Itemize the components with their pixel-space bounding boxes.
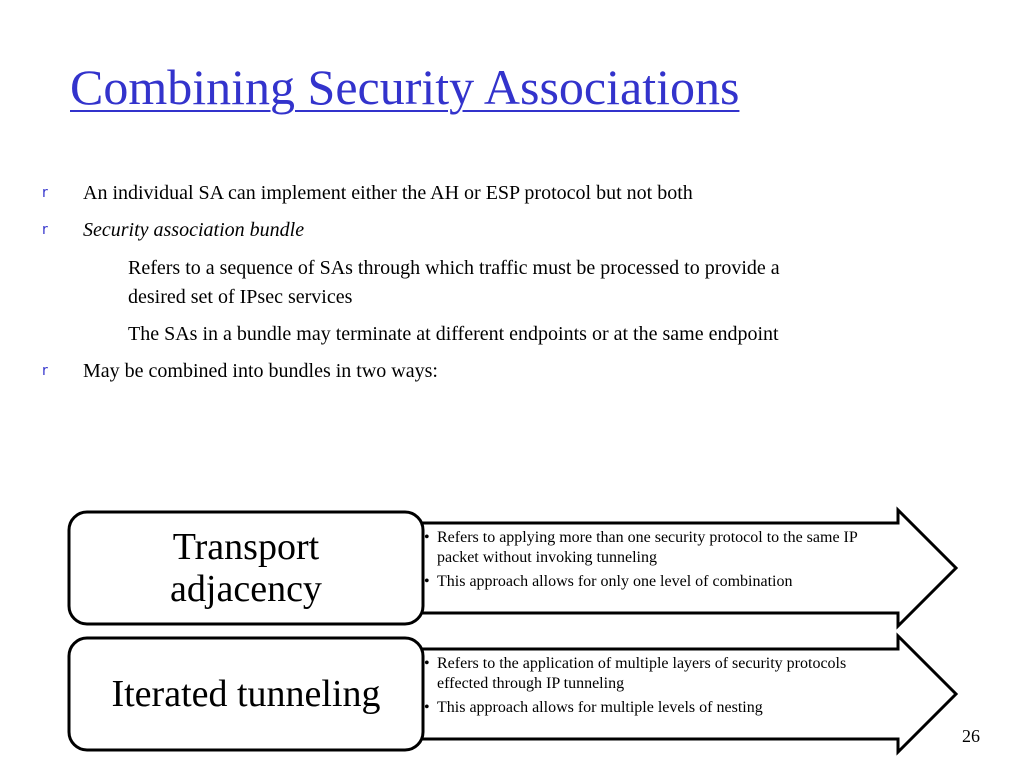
bullet-marker: r [42, 222, 48, 238]
page-number: 26 [962, 726, 980, 746]
arrow-point-text: Refers to the application of multiple layers of security protocols effected through IP tunneling [437, 655, 847, 692]
bullet-dot: • [424, 529, 430, 546]
box-label-transport-line-2: adjacency [170, 568, 322, 610]
box-label-tunneling-line-1: Iterated tunneling [111, 673, 381, 715]
arrow-text-tunneling [424, 654, 884, 718]
bullet-dot: • [424, 699, 430, 716]
arrow-point [424, 528, 898, 568]
bullet-dot: • [424, 573, 430, 590]
bullet-1: An individual SA can implement either the AH or ESP protocol but not both [83, 182, 693, 204]
arrow-point-text: This approach allows for multiple levels of nesting [437, 699, 763, 716]
slide-title: Combining Security Associations [70, 59, 740, 115]
box-label-tunneling [72, 641, 420, 747]
arrow-point-text: Refers to applying more than one security protocol to the same IP packet without invoking tunneling [437, 529, 858, 566]
bullet-3: May be combined into bundles in two ways: [83, 360, 438, 382]
arrow-text-transport [424, 528, 898, 592]
arrow-point [424, 654, 884, 694]
bullet-marker: r [42, 185, 48, 201]
bullet-dot: • [424, 655, 430, 672]
sub-bullet-1-line-2: desired set of IPsec services [128, 286, 353, 308]
arrow-point-text: This approach allows for only one level of combination [437, 573, 793, 590]
arrow-point [424, 698, 884, 718]
bullet-2: Security association bundle [83, 219, 305, 241]
box-label-transport [72, 515, 420, 621]
sub-bullet-2: The SAs in a bundle may terminate at different endpoints or at the same endpoint [128, 323, 779, 345]
box-label-transport-line-1: Transport [172, 526, 320, 568]
arrow-point [424, 572, 898, 592]
bullet-marker: r [42, 363, 48, 379]
sub-bullet-1-line-1: Refers to a sequence of SAs through which traffic must be processed to provide a [128, 257, 780, 279]
